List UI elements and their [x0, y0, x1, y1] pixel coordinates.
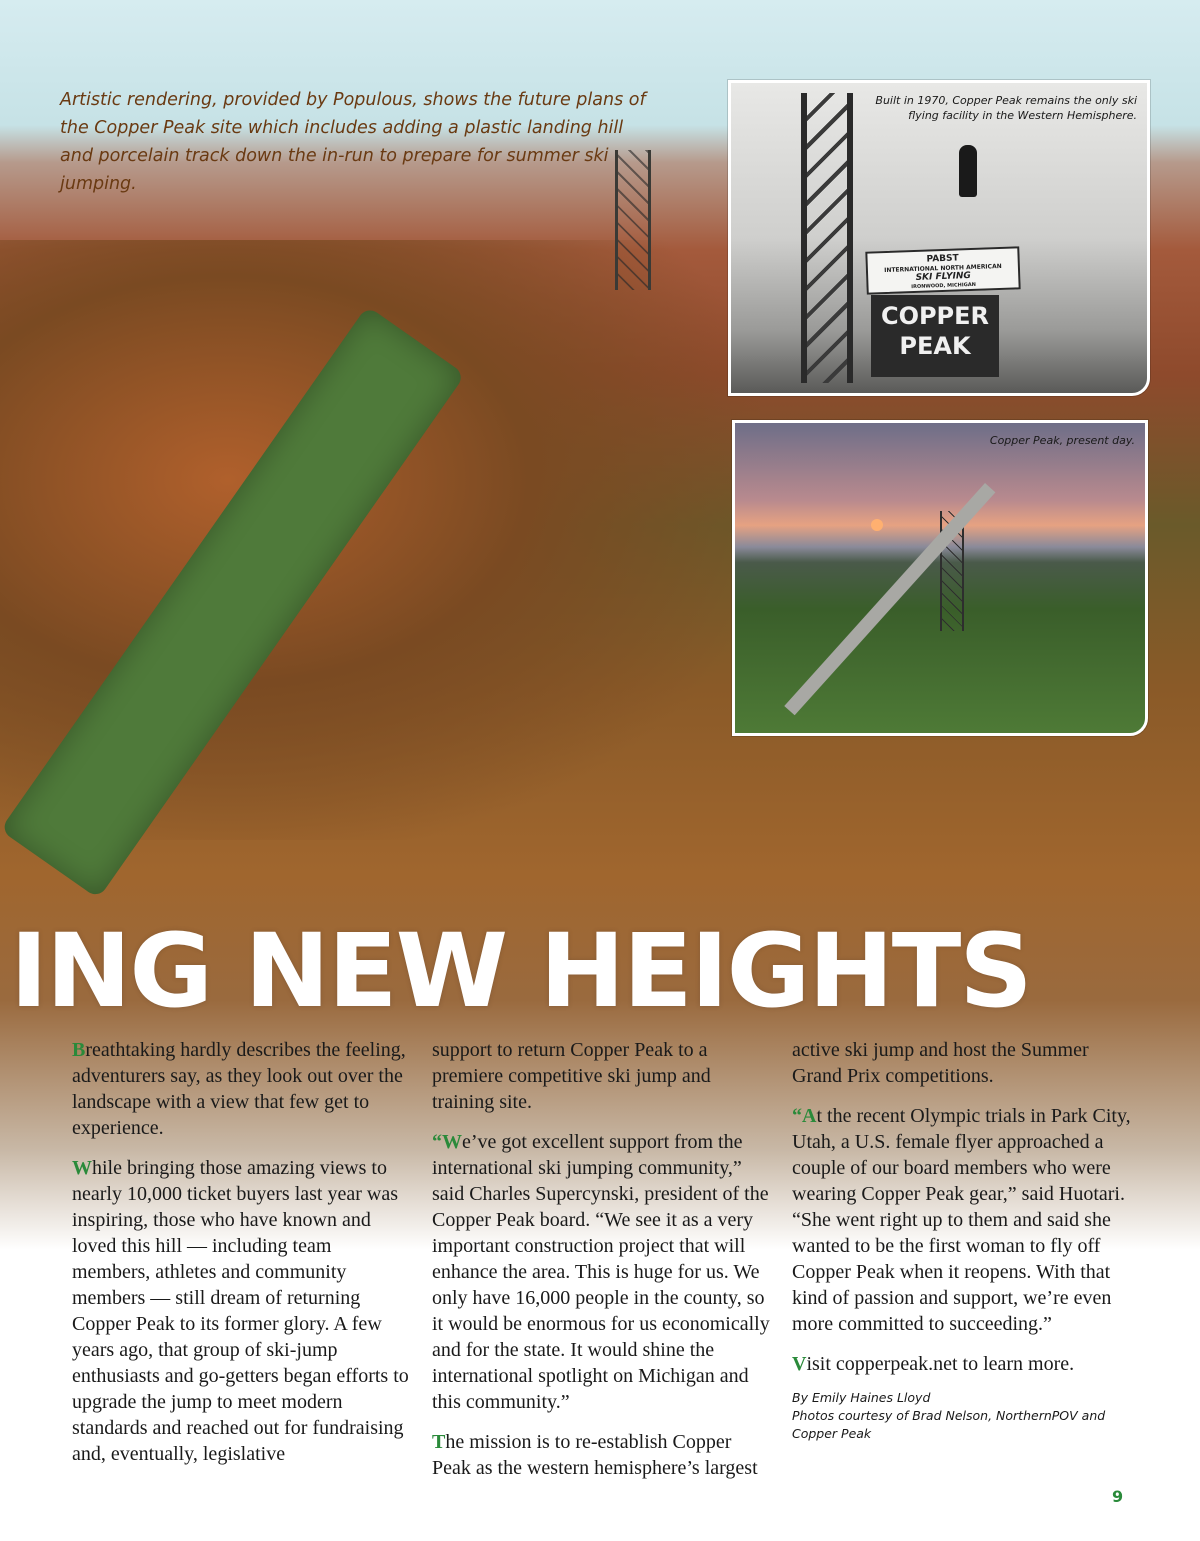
caption-line: Built in 1970, Copper Peak remains the only ski [875, 94, 1137, 107]
paragraph-text: reathtaking hardly describes the feeling, adventurers say, as they look out over the landscape with a view that few get to experience. [72, 1039, 406, 1139]
historic-photo-caption [875, 93, 1137, 123]
paragraph [72, 1155, 412, 1467]
paragraph [432, 1037, 772, 1115]
paragraph [432, 1129, 772, 1415]
author-credit: By Emily Haines Lloyd [792, 1390, 931, 1405]
drop-cap: V [792, 1353, 807, 1375]
present-photo-caption: Copper Peak, present day. [989, 434, 1135, 447]
article-column-1 [72, 1037, 412, 1481]
paragraph [792, 1103, 1132, 1337]
sign-line: COPPER [880, 302, 990, 330]
drop-cap: W [72, 1157, 92, 1179]
paragraph-text: t the recent Olympic trials in Park City, Utah, a U.S. female flyer approached a couple of our board members who were wearing Copper Peak gear,” said Huotari. “She went right up to them and said she wanted to be the first woman to fly off Copper Peak when it reopens. With that kind of passion and support, we’re even more committed to succeeding.” [792, 1105, 1131, 1335]
photo-credit: Photos courtesy of Brad Nelson, NorthernPOV and Copper Peak [792, 1408, 1106, 1441]
ski-jumper-figure [959, 145, 977, 197]
paragraph [792, 1037, 1132, 1089]
copper-peak-sign [871, 295, 999, 377]
hero-caption: Artistic rendering, provided by Populous, shows the future plans of the Copper Peak site which includes adding a plastic landing hill and porcelain track down the in-run to prepare for summer ski jumping. [60, 90, 646, 194]
banner-line: PABST [926, 253, 959, 265]
page-number: 9 [1112, 1487, 1124, 1506]
ski-flying-banner [865, 246, 1020, 294]
headline: ING NEW HEIGHTS [10, 912, 1031, 1031]
paragraph-text: isit copperpeak.net to learn more. [806, 1353, 1075, 1375]
article-column-3 [792, 1037, 1132, 1443]
paragraph-text: he mission is to re-establish Copper Peak as the western hemisphere’s largest [432, 1431, 758, 1479]
paragraph-text: support to return Copper Peak to a premiere competitive ski jump and training site. [432, 1039, 711, 1113]
historic-tower [801, 93, 853, 383]
byline [792, 1389, 1132, 1443]
paragraph-text: e’ve got excellent support from the international ski jumping community,” said Charles Supercynski, president of the Copper Peak board. “We see it as a very important construction project that will enhance the area. This is huge for us. We only have 16,000 people in the county, so it would be enormous for us economically and for the state. It would shine the international spotlight on Michigan and this community.” [432, 1131, 770, 1413]
banner-line: IRONWOOD, MICHIGAN [911, 281, 976, 291]
drop-cap: T [432, 1431, 446, 1453]
paragraph [432, 1429, 772, 1481]
paragraph-text: active ski jump and host the Summer Grand Prix competitions. [792, 1039, 1089, 1087]
drop-cap: B [72, 1039, 86, 1061]
article-column-2 [432, 1037, 772, 1495]
historic-photo [728, 80, 1150, 396]
paragraph-text: hile bringing those amazing views to nearly 10,000 ticket buyers last year was inspiring, those who have known and loved this hill — including team members, athletes and community members — still dream of returning Copper Peak to its former glory. A few years ago, that group of ski-jump enthusiasts and go-getters began efforts to upgrade the jump to meet modern standards and reached out for fundraising and, eventually, legislative [72, 1157, 409, 1465]
paragraph [72, 1037, 412, 1141]
drop-cap: “A [792, 1105, 817, 1127]
drop-cap: “W [432, 1131, 462, 1153]
banner-line: SKI FLYING [915, 271, 971, 283]
paragraph [792, 1351, 1132, 1377]
present-day-photo [732, 420, 1148, 736]
banner-line: INTERNATIONAL NORTH AMERICAN [884, 262, 1002, 275]
caption-line: flying facility in the Western Hemisphere. [908, 109, 1137, 122]
sun-icon [871, 519, 883, 531]
sign-line: PEAK [899, 332, 971, 360]
